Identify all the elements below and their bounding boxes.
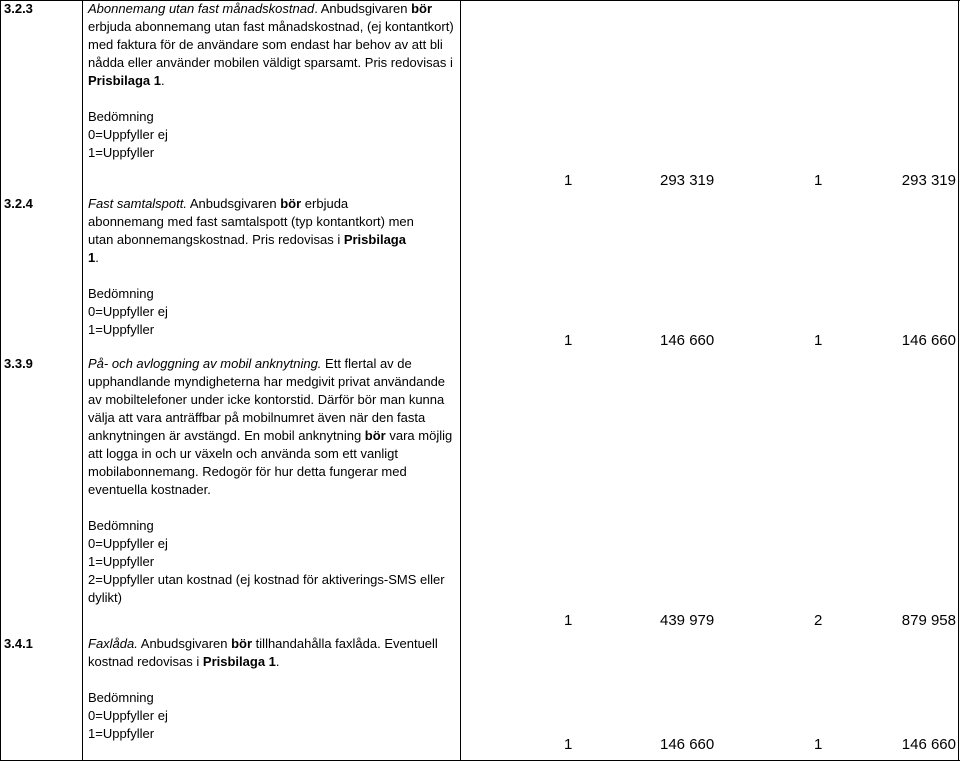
row-bor-keyword: bör xyxy=(231,636,253,651)
row-text xyxy=(88,355,460,607)
assessment-label: Bedömning xyxy=(88,286,154,301)
assessment-option-1: 1=Uppfyller xyxy=(88,145,155,160)
row-text-part: Anbudsgivaren xyxy=(186,196,281,211)
table-border-right xyxy=(958,0,959,761)
quantity-2: 1 xyxy=(814,736,823,753)
amount-1: 293 319 xyxy=(660,172,715,189)
row-text xyxy=(88,635,456,743)
row-text-part: erbjuda abonnemang utan fast månadskostnad, (ej kontantkort) med faktura för de användare som endast har behov av att bli nådda eller använder mobilen väldigt sparsamt. Pris redovisas i xyxy=(88,19,454,70)
assessment-option-0: 0=Uppfyller ej xyxy=(88,708,168,723)
amount-2: 879 958 xyxy=(901,612,956,629)
row-title: På- och avloggning av mobil anknytning. xyxy=(88,356,322,371)
row-text-part: . xyxy=(95,250,99,265)
row-text-part: Anbudsgivaren xyxy=(137,636,232,651)
quantity-1: 1 xyxy=(564,332,573,349)
assessment-option-1: 1=Uppfyller xyxy=(88,322,155,337)
value-row xyxy=(460,172,958,196)
assessment-option-0: 0=Uppfyller ej xyxy=(88,304,168,319)
amount-2: 146 660 xyxy=(901,736,956,753)
row-bor-keyword: bör xyxy=(411,1,433,16)
row-text-part: erbjuda abonnemang med fast samtalspott (typ kontantkort) men utan abonnemangskostnad. Pris redovisas i xyxy=(88,196,414,247)
table-border-left xyxy=(0,0,1,761)
assessment-option-0: 0=Uppfyller ej xyxy=(88,536,168,551)
amount-1: 146 660 xyxy=(660,736,715,753)
quantity-2: 2 xyxy=(814,612,823,629)
value-row xyxy=(460,612,958,636)
row-text-part: tillhandahålla faxlåda. Eventuell kostnad redovisas i xyxy=(88,636,438,669)
assessment-label: Bedömning xyxy=(88,690,154,705)
row-text-part: vara möjlig att logga in och ur växeln och använda som ett vanligt mobilabonnemang. Redogör för hur detta fungerar med eventuella kostnader. xyxy=(88,428,453,497)
amount-1: 439 979 xyxy=(660,612,715,629)
amount-1: 146 660 xyxy=(660,332,715,349)
row-number: 3.2.4 xyxy=(4,196,33,211)
row-text xyxy=(88,0,456,162)
quantity-1: 1 xyxy=(564,612,573,629)
amount-2: 146 660 xyxy=(901,332,956,349)
row-number: 3.4.1 xyxy=(4,636,33,651)
assessment-option-1: 1=Uppfyller xyxy=(88,726,155,741)
assessment-option-1: 1=Uppfyller xyxy=(88,554,155,569)
row-title: Abonnemang utan fast månadskostnad xyxy=(88,1,315,16)
table-divider-col2 xyxy=(460,0,461,761)
row-prisbilaga-ref: Prisbilaga 1 xyxy=(88,232,406,265)
amount-2: 293 319 xyxy=(901,172,956,189)
row-title: Fast samtalspott. xyxy=(88,196,187,211)
row-prisbilaga-ref: Prisbilaga 1 xyxy=(88,73,161,88)
row-bor-keyword: bör xyxy=(364,428,386,443)
quantity-2: 1 xyxy=(814,172,823,189)
value-row xyxy=(460,736,958,760)
row-title: Faxlåda. xyxy=(88,636,138,651)
row-number: 3.3.9 xyxy=(4,356,33,371)
assessment-label: Bedömning xyxy=(88,518,154,533)
table-divider-col1 xyxy=(82,0,83,761)
quantity-2: 1 xyxy=(814,332,823,349)
row-prisbilaga-ref: Prisbilaga 1 xyxy=(202,654,276,669)
assessment-option-2: 2=Uppfyller utan kostnad (ej kostnad för aktiverings-SMS eller dylikt) xyxy=(88,572,445,605)
row-text-part: . Anbudsgivaren xyxy=(314,1,412,16)
quantity-1: 1 xyxy=(564,736,573,753)
assessment-label: Bedömning xyxy=(88,109,154,124)
row-text xyxy=(88,195,418,339)
row-text-part: Ett flertal av de upphandlande myndigheterna har medgivit privat användande av mobiltelefoner under icke kontorstid. Därför bör man kunna välja att vara anträffbar på mobilnumret även när den fasta anknytningen är avstängd. En mobil anknytning xyxy=(88,356,446,443)
value-row xyxy=(460,332,958,356)
row-bor-keyword: bör xyxy=(280,196,302,211)
assessment-option-0: 0=Uppfyller ej xyxy=(88,127,168,142)
quantity-1: 1 xyxy=(564,172,573,189)
row-number: 3.2.3 xyxy=(4,1,33,16)
row-text-part: . xyxy=(275,654,280,669)
row-text-part: . xyxy=(160,73,165,88)
